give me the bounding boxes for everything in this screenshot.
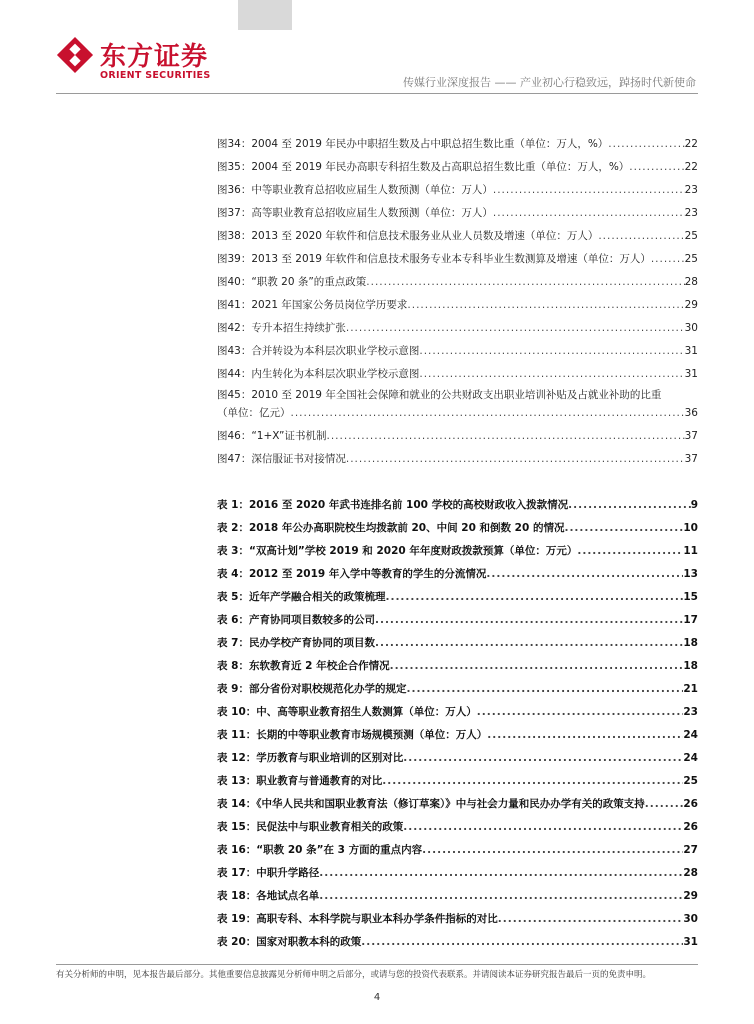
- table-entry[interactable]: 表 11：长期的中等职业教育市场规模预测（单位：万人） ..... 24: [217, 728, 698, 742]
- table-entry[interactable]: 表 18：各地试点名单 ..... 29: [217, 889, 698, 903]
- table-entry[interactable]: 表 17：中职升学路径 ..... 28: [217, 866, 698, 880]
- figure-entry[interactable]: 图39：2013 至 2019 年软件和信息技术服务专业本专科毕业生数测算及增速（单位：万人） ..... 25: [217, 252, 698, 266]
- figure-entry[interactable]: 图40：“职教 20 条”的重点政策 ..... 28: [217, 275, 698, 289]
- table-entry[interactable]: 表 10：中、高等职业教育招生人数测算（单位：万人） ..... 23: [217, 705, 698, 719]
- figure-entry[interactable]: 图41：2021 年国家公务员岗位学历要求 ..... 29: [217, 298, 698, 312]
- table-entry[interactable]: 表 13：职业教育与普通教育的对比 ..... 25: [217, 774, 698, 788]
- table-entry[interactable]: 表 20：国家对职教本科的政策 ..... 31: [217, 935, 698, 949]
- report-tagline: 传媒行业深度报告 —— 产业初心行稳致远，踔扬时代新使命: [403, 76, 696, 89]
- figure-entry[interactable]: 图47：深信服证书对接情况 ..... 37: [217, 452, 698, 466]
- logo-english-name: ORIENT SECURITIES: [100, 70, 211, 81]
- table-entry[interactable]: 表 7：民办学校产育协同的项目数 ..... 18: [217, 636, 698, 650]
- table-entry[interactable]: 表 5：近年产学融合相关的政策梳理 ..... 15: [217, 590, 698, 604]
- table-entry[interactable]: 表 3：“双高计划”学校 2019 和 2020 年年度财政拨款预算（单位：万元） ..... 11: [217, 544, 698, 558]
- table-entry[interactable]: 表 8：东软教育近 2 年校企合作情况 ..... 18: [217, 659, 698, 673]
- orient-securities-logo-icon: [56, 36, 94, 74]
- figure-entry[interactable]: 图37：高等职业教育总招收应届生人数预测（单位：万人） ..... 23: [217, 206, 698, 220]
- figure-entry[interactable]: 图35：2004 至 2019 年民办高职专科招生数及占高职总招生数比重（单位：万人，%） ..... 22: [217, 160, 698, 174]
- figure-entry[interactable]: 图42：专升本招生持续扩张 ..... 30: [217, 321, 698, 335]
- table-entry[interactable]: 表 14：《中华人民共和国职业教育法（修订草案）》中与社会力量和民办办学有关的政策支持 ..... 26: [217, 797, 698, 811]
- table-entry[interactable]: 表 12：学历教育与职业培训的区别对比 ..... 24: [217, 751, 698, 765]
- figure-entry-first-line[interactable]: 图45：2010 至 2019 年全国社会保障和就业的公共财政支出职业培训补贴及占就业补助的比重: [217, 389, 662, 401]
- figure-entry[interactable]: 图36：中等职业教育总招收应届生人数预测（单位：万人） ..... 23: [217, 183, 698, 197]
- table-entry[interactable]: 表 1：2016 至 2020 年武书连排名前 100 学校的高校财政收入拨款情况 ..... 9: [217, 498, 698, 512]
- figure-entry[interactable]: 图38：2013 至 2020 年软件和信息技术服务业从业人员数及增速（单位：万人） ..... 25: [217, 229, 698, 243]
- table-entry[interactable]: 表 19：高职专科、本科学院与职业本科办学条件指标的对比 ..... 30: [217, 912, 698, 926]
- footer-divider: [56, 964, 698, 965]
- table-entry[interactable]: 表 4：2012 至 2019 年入学中等教育的学生的分流情况 ..... 13: [217, 567, 698, 581]
- table-entry[interactable]: 表 6：产育协同项目数较多的公司 ..... 17: [217, 613, 698, 627]
- table-entry[interactable]: 表 15：民促法中与职业教育相关的政策 ..... 26: [217, 820, 698, 834]
- table-entry[interactable]: 表 16：“职教 20 条”在 3 方面的重点内容 ..... 27: [217, 843, 698, 857]
- table-entry[interactable]: 表 2：2018 年公办高职院校生均拨款前 20、中间 20 和倒数 20 的情况 ..... 10: [217, 521, 698, 535]
- table-entry[interactable]: 表 9：部分省份对职校规范化办学的规定 ..... 21: [217, 682, 698, 696]
- figure-entry[interactable]: 图46：“1+X”证书机制 ..... 37: [217, 429, 698, 443]
- figure-entry[interactable]: 图34：2004 至 2019 年民办中职招生数及占中职总招生数比重（单位：万人，%） ..... 22: [217, 137, 698, 151]
- figure-entry[interactable]: 图44：内生转化为本科层次职业学校示意图 ..... 31: [217, 367, 698, 381]
- logo-chinese-name: 东方证券: [100, 42, 209, 72]
- header-divider: [56, 93, 698, 94]
- logo: [56, 36, 226, 86]
- header-decor-bar: [238, 0, 292, 30]
- figure-entry[interactable]: （单位：亿元） ..... 36: [217, 406, 698, 420]
- page-number: 4: [373, 992, 381, 1003]
- figure-entry[interactable]: 图43：合并转设为本科层次职业学校示意图 ..... 31: [217, 344, 698, 358]
- footer-disclaimer: 有关分析师的申明，见本报告最后部分。其他重要信息披露见分析师申明之后部分，或请与您的投资代表联系。并请阅读本证券研究报告最后一页的免责申明。: [56, 970, 652, 980]
